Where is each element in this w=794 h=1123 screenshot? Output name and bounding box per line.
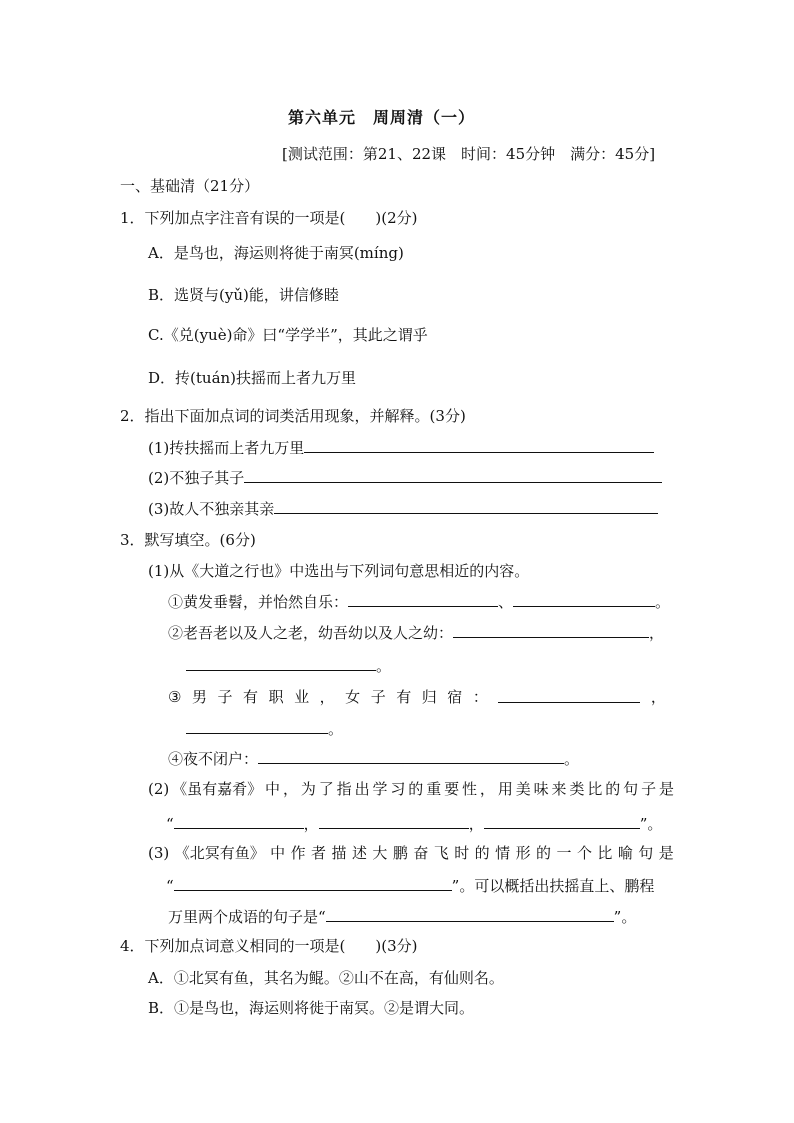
q2-item-1-text: (1)抟扶摇而上者九万里 [148, 439, 305, 457]
char: 美 [515, 780, 531, 798]
q3-s3-cont [186, 718, 343, 739]
q2-stem: 2．指出下面加点词的词类活用现象，并解释。(3分) [120, 407, 466, 425]
char: 子 [217, 688, 233, 706]
q1-option-b: B．选贤与(yǔ)能，讲信修睦 [148, 286, 339, 304]
punct: 。 [376, 657, 392, 675]
char: 类 [569, 780, 585, 798]
char: (2) [148, 780, 170, 798]
q3-s2-cont [186, 655, 391, 676]
char: 有 [396, 688, 412, 706]
char: 是 [658, 844, 674, 862]
q2-item-3-text: (3)故人不独亲其亲 [148, 500, 275, 518]
q4-option-b: B．①是鸟也，海运则将徙于南冥。②是谓大同。 [148, 999, 475, 1017]
answer-blank[interactable] [348, 591, 498, 607]
char: 比 [587, 780, 603, 798]
punct: ， [468, 815, 484, 833]
q3-s1-text: ①黄发垂髫，并怡然自乐： [168, 593, 349, 611]
char: 比 [597, 844, 613, 862]
q3-sub1: (1)从《大道之行也》中选出与下列词句意思相近的内容。 [148, 562, 530, 580]
answer-blank[interactable] [453, 622, 649, 638]
char: 奋 [413, 844, 429, 862]
q2-item-2-text: (2)不独子其子 [148, 469, 245, 487]
answer-blank[interactable] [319, 813, 469, 829]
q1-option-d: D．抟(tuán)扶摇而上者九万里 [148, 369, 357, 387]
char: 出 [354, 780, 370, 798]
q3-sub3 [148, 843, 674, 863]
char: 用 [497, 780, 513, 798]
q4-option-a: A．①北冥有鱼，其名为鲲。②山不在高，有仙则名。 [148, 969, 504, 987]
punct: ， [303, 815, 319, 833]
char: 一 [556, 844, 572, 862]
q4-stem: 4．下列加点词意义相同的一项是( )(3分) [120, 937, 418, 955]
q2-item-2 [148, 467, 662, 488]
q2-item-3 [148, 498, 658, 519]
char: 形 [515, 844, 531, 862]
q3-s4-text: ④夜不闭户： [168, 750, 259, 768]
char: 宿 [447, 688, 463, 706]
char: 的 [605, 780, 621, 798]
char: 女 [345, 688, 361, 706]
char: 情 [495, 844, 511, 862]
char: 者 [311, 844, 327, 862]
char: 的 [536, 844, 552, 862]
punct: “ [166, 877, 174, 895]
char: 句 [638, 844, 654, 862]
punct: 。 [564, 750, 580, 768]
answer-blank[interactable] [174, 813, 304, 829]
char: 时 [454, 844, 470, 862]
answer-blank[interactable] [244, 467, 662, 483]
char: 作 [290, 844, 306, 862]
char: 《北冥有鱼》 [174, 844, 265, 862]
char: 性 [462, 780, 478, 798]
section-heading: 一、基础清（21分） [120, 177, 260, 195]
char: 味 [533, 780, 549, 798]
q1-stem: 1．下列加点字注音有误的一项是( )(2分) [120, 209, 418, 227]
answer-blank[interactable] [274, 498, 658, 514]
q3-s2 [168, 622, 664, 643]
char: 喻 [617, 844, 633, 862]
punct: 。 [328, 720, 344, 738]
char: 业 [294, 688, 310, 706]
char: ， [282, 780, 298, 798]
q3-sub3-line3 [168, 906, 636, 927]
char: 个 [576, 844, 592, 862]
punct: ， [650, 688, 666, 706]
char: (3) [148, 844, 170, 862]
q3-s1 [168, 591, 670, 612]
q1-option-a: A．是鸟也，海运则将徙于南冥(míng) [148, 244, 404, 262]
answer-blank[interactable] [186, 718, 328, 734]
char: 子 [641, 780, 657, 798]
char: 指 [336, 780, 352, 798]
char: ③ [168, 688, 182, 706]
answer-blank[interactable] [186, 655, 376, 671]
q3-sub2 [148, 779, 674, 799]
answer-blank[interactable] [174, 875, 452, 891]
char: 大 [372, 844, 388, 862]
q3-sub2-cont [166, 813, 662, 834]
q3-sub3-line2 [166, 875, 654, 896]
char: 子 [370, 688, 386, 706]
q1-option-c: C.《兑(yuè)命》曰“学学半”，其此之谓乎 [148, 326, 428, 344]
answer-blank[interactable] [484, 813, 640, 829]
char: 习 [390, 780, 406, 798]
char: 《虽有嘉肴》 [172, 780, 263, 798]
char: 来 [551, 780, 567, 798]
char: 飞 [433, 844, 449, 862]
q3-sub3-line2-text: ”。可以概括出扶摇直上、鹏程 [451, 877, 655, 895]
answer-blank[interactable] [258, 748, 564, 764]
char: 有 [243, 688, 259, 706]
char: 为 [300, 780, 316, 798]
punct: ， [649, 624, 665, 642]
char: 要 [444, 780, 460, 798]
test-scope-info: [测试范围：第21、22课 时间：45分钟 满分：45分] [282, 145, 656, 163]
answer-blank[interactable] [326, 906, 614, 922]
char: 述 [351, 844, 367, 862]
punct: 。 [655, 593, 671, 611]
char: 描 [331, 844, 347, 862]
char: 重 [426, 780, 442, 798]
q3-s2-text: ②老吾老以及人之老，幼吾幼以及人之幼： [168, 624, 454, 642]
punct: ”。 [639, 815, 663, 833]
char: 句 [623, 780, 639, 798]
char: ， [319, 688, 335, 706]
char: 中 [265, 780, 281, 798]
answer-blank[interactable] [513, 591, 655, 607]
punct: ”。 [613, 908, 637, 926]
punct: “ [166, 815, 174, 833]
char: 职 [268, 688, 284, 706]
answer-blank[interactable] [304, 437, 654, 453]
char: ： [472, 688, 488, 706]
char: 学 [372, 780, 388, 798]
q2-item-1 [148, 437, 654, 458]
char: 的 [474, 844, 490, 862]
char: 是 [658, 780, 674, 798]
worksheet-title: 第六单元 周周清（一） [288, 108, 476, 127]
q3-stem: 3．默写填空。(6分) [120, 531, 256, 549]
char: 中 [270, 844, 286, 862]
char: 男 [191, 688, 207, 706]
char: 了 [318, 780, 334, 798]
answer-blank[interactable] [498, 687, 640, 703]
char: ， [479, 780, 495, 798]
char: 鹏 [392, 844, 408, 862]
q3-sub3-line3-text: 万里两个成语的句子是“ [168, 908, 326, 926]
q3-s4 [168, 748, 579, 769]
char: 归 [421, 688, 437, 706]
punct: 、 [498, 593, 514, 611]
q3-s3 [168, 687, 666, 707]
char: 的 [408, 780, 424, 798]
